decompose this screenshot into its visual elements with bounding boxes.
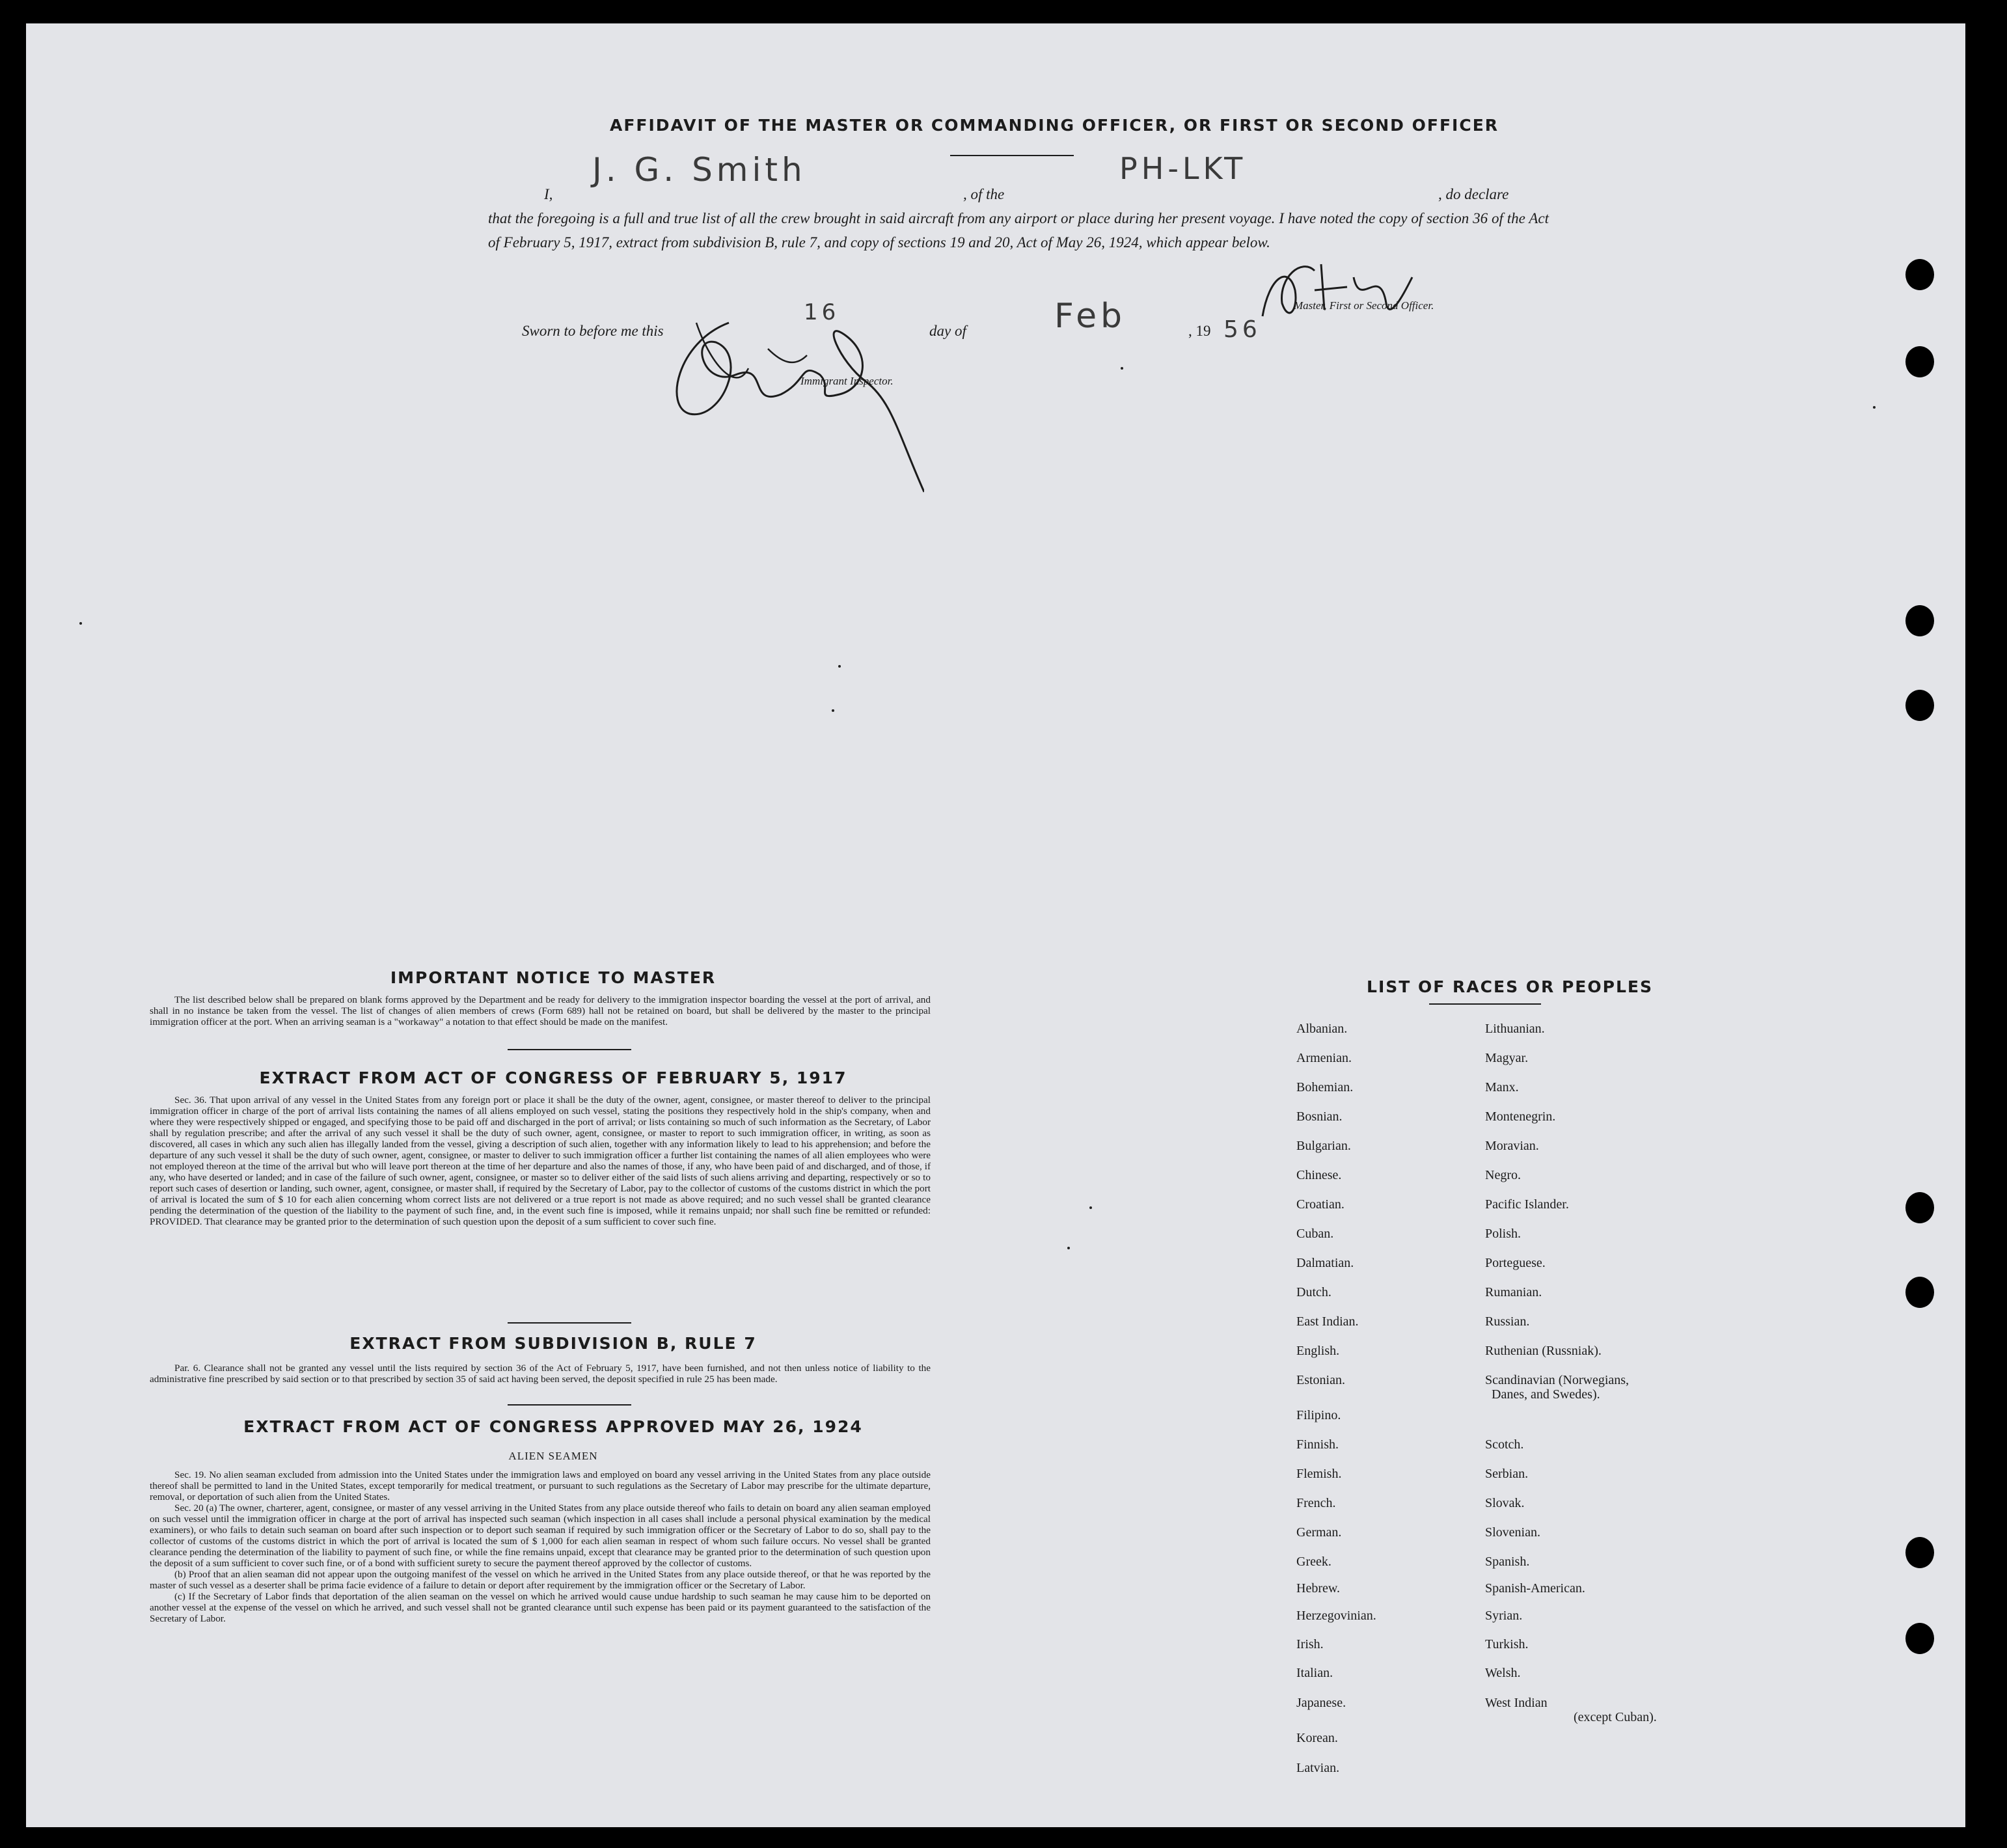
race-item: Bulgarian. <box>1296 1139 1351 1153</box>
sworn-text: Sworn to before me this <box>522 323 664 339</box>
extract1917-title: EXTRACT FROM ACT OF CONGRESS OF FEBRUARY 5, 1917 <box>259 1068 847 1087</box>
race-item: Albanian. <box>1296 1022 1348 1036</box>
races-title: LIST OF RACES OR PEOPLES <box>1367 977 1653 996</box>
affidavit-declaration: that the foregoing is a full and true list of all the crew brought in said aircraft from any airport or place during her present voyage. I have noted the copy of section 36 of the Act of February 5, 1917, extract from subdivision B, rule 7, and copy of sections 19 and 20, Act of May 26, 1924, which appear below. <box>488 210 1549 251</box>
officer-caption: Master, First or Second Officer. <box>1294 299 1434 312</box>
day-of-text: day of <box>929 323 966 339</box>
punch-hole <box>1905 346 1934 377</box>
race-item: Russian. <box>1485 1314 1530 1329</box>
handwritten-name: J. G. Smith <box>592 151 806 189</box>
race-item: Negro. <box>1485 1168 1521 1182</box>
punch-hole <box>1905 259 1934 290</box>
punch-hole <box>1905 605 1934 636</box>
race-item: Montenegrin. <box>1485 1109 1556 1124</box>
race-item: Dalmatian. <box>1296 1256 1354 1270</box>
race-item: French. <box>1296 1496 1336 1510</box>
extract1917-text <box>150 1094 931 1227</box>
race-item: English. <box>1296 1344 1340 1358</box>
par6-paragraph: Par. 6. Clearance shall not be granted any vessel until the lists required by section 36 of the Act of February 5, 1917, have been furnished, and not then unless notice of liability to the administrative fine prescribed by said section or to that prescribed by section 35 of said act having been served, the deposit specified in rule 25 has been made. <box>150 1363 931 1385</box>
notice-title: IMPORTANT NOTICE TO MASTER <box>390 968 717 987</box>
race-item: Syrian. <box>1485 1609 1523 1623</box>
punch-hole <box>1905 1623 1934 1654</box>
do-declare-text: , do declare <box>1438 186 1509 202</box>
inspector-signature <box>651 303 924 498</box>
punch-hole <box>1905 690 1934 721</box>
speck <box>832 709 834 712</box>
handwritten-day: 16 <box>804 299 840 325</box>
year-prefix-text: , 19 <box>1188 323 1211 339</box>
race-item: Porteguese. <box>1485 1256 1546 1270</box>
race-item: Danes, and Swedes). <box>1492 1387 1600 1402</box>
race-item: Armenian. <box>1296 1051 1352 1065</box>
race-item: Spanish-American. <box>1485 1581 1585 1596</box>
affidavit-body <box>488 182 1549 254</box>
sec20b-paragraph: (b) Proof that an alien seaman did not appear upon the outgoing manifest of the vessel on which he arrived in the United States from any place outside thereof, or that he was reported by the master of such vessel as a deserter shall be prima facie evidence of a failure to detain or deport after requirement by the immigration officer or the Secretary of Labor. <box>150 1569 931 1591</box>
race-item: Greek. <box>1296 1555 1331 1569</box>
race-item: (except Cuban). <box>1574 1710 1657 1724</box>
handwritten-month: Feb <box>1054 297 1126 336</box>
rule7-title: EXTRACT FROM SUBDIVISION B, RULE 7 <box>349 1334 757 1353</box>
handwritten-vessel: PH-LKT <box>1119 151 1247 186</box>
document-sheet <box>26 23 1965 1827</box>
race-item: Scandinavian (Norwegians, <box>1485 1373 1630 1387</box>
race-item: Hebrew. <box>1296 1581 1341 1596</box>
race-item: Bosnian. <box>1296 1109 1343 1124</box>
rule7-text <box>150 1363 931 1385</box>
race-item: Estonian. <box>1296 1373 1345 1387</box>
extract1924-title: EXTRACT FROM ACT OF CONGRESS APPROVED MAY 26, 1924 <box>243 1417 863 1436</box>
race-item: Dutch. <box>1296 1285 1331 1299</box>
race-item: Flemish. <box>1296 1467 1342 1481</box>
inspector-caption: Immigrant Inspector. <box>800 375 894 387</box>
race-item: German. <box>1296 1525 1342 1540</box>
race-item: Latvian. <box>1296 1761 1340 1775</box>
race-item: Rumanian. <box>1485 1285 1542 1299</box>
race-item: Welsh. <box>1485 1666 1521 1680</box>
sec20c-paragraph: (c) If the Secretary of Labor finds that deportation of the alien seaman on the vessel on which he arrived would cause undue hardship to such seaman he may cause him to be deported on another vessel at the expense of the vessel on which he arrived, and such vessel shall not be granted clearance until such expense has been paid or its payment guaranteed to the satisfaction of the Secretary of Labor. <box>150 1591 931 1624</box>
speck <box>1089 1206 1092 1209</box>
race-item: Chinese. <box>1296 1168 1342 1182</box>
race-item: Ruthenian (Russniak). <box>1485 1344 1602 1358</box>
race-item: Magyar. <box>1485 1051 1529 1065</box>
race-item: Croatian. <box>1296 1197 1345 1212</box>
race-item: Japanese. <box>1296 1696 1346 1710</box>
race-item: East Indian. <box>1296 1314 1359 1329</box>
speck <box>79 622 82 625</box>
race-item: Pacific Islander. <box>1485 1197 1569 1212</box>
race-item: West Indian <box>1485 1696 1548 1710</box>
speck <box>838 665 841 668</box>
sec20a-paragraph: Sec. 20 (a) The owner, charterer, agent, consignee, or master of any vessel arriving in the United States from any place outside thereof who fails to detain on board any alien seaman employed on such vessel until the immigration officer in charge at the port of arrival has inspected such seaman (which inspection in all cases shall include a personal physical examination by the medical examiners), or who fails to detain such seaman on board after such inspection or to deport such seaman if required by such immigration officer or the Secretary of Labor to do so, shall pay to the collector of customs of the customs district in which the port of arrival is located the sum of $ 1,000 for each alien seaman in respect of whom such failure occurs. No vessel shall be granted clearance pending the determination of the liability to payment of such fine, or while the fine remains unpaid, except that clearance may be granted prior to the determination of such question upon the deposit of a sum sufficient to cover such fine, or of a bond with sufficient surety to secure the payment thereof approved by the collector of customs. <box>150 1502 931 1569</box>
handwritten-year: 56 <box>1223 316 1261 343</box>
of-the-text: , of the <box>963 186 1005 202</box>
race-item: Bohemian. <box>1296 1080 1354 1094</box>
alien-seamen-subtitle: ALIEN SEAMEN <box>508 1450 598 1462</box>
extract1917-rule <box>508 1322 631 1324</box>
race-item: Slovak. <box>1485 1496 1525 1510</box>
punch-hole <box>1905 1537 1934 1568</box>
race-item: Moravian. <box>1485 1139 1539 1153</box>
race-item: Turkish. <box>1485 1637 1529 1651</box>
race-item: Serbian. <box>1485 1467 1529 1481</box>
notice-text <box>150 994 931 1027</box>
notice-rule <box>508 1049 631 1050</box>
sec19-paragraph: Sec. 19. No alien seaman excluded from admission into the United States under the immigration laws and employed on board any vessel arriving in the United States from any place outside thereof shall be permitted to land in the United States, except temporarily for medical treatment, or pursuant to such regulations as the Secretary of Labor may prescribe for the ultimate departure, removal, or deportation of such alien from the United States. <box>150 1469 931 1502</box>
extract1924-text <box>150 1469 931 1624</box>
punch-hole <box>1905 1277 1934 1308</box>
race-item: Spanish. <box>1485 1555 1530 1569</box>
race-item: Herzegovinian. <box>1296 1609 1376 1623</box>
races-rule <box>1429 1003 1541 1005</box>
race-item: Korean. <box>1296 1731 1338 1745</box>
speck <box>1121 367 1123 370</box>
intro-text: I, <box>544 186 553 202</box>
officer-signature <box>1249 251 1419 329</box>
title-rule <box>950 155 1074 156</box>
speck <box>1067 1247 1070 1249</box>
race-item: Irish. <box>1296 1637 1324 1651</box>
race-item: Filipino. <box>1296 1408 1341 1422</box>
race-item: Lithuanian. <box>1485 1022 1545 1036</box>
race-item: Italian. <box>1296 1666 1333 1680</box>
notice-paragraph: The list described below shall be prepared on blank forms approved by the Department and be ready for delivery to the immigration inspector boarding the vessel at the port of arrival, and shall in no instance be taken from the vessel. The list of changes of alien members of crews (Form 689) hall not be retained on board, but shall be delivered by the master to the principal immigration officer at the port. When an arriving seaman is a "workaway" a notation to that effect should be made on the manifest. <box>150 994 931 1027</box>
race-item: Scotch. <box>1485 1437 1524 1452</box>
race-item: Finnish. <box>1296 1437 1339 1452</box>
punch-hole <box>1905 1192 1934 1223</box>
race-item: Slovenian. <box>1485 1525 1540 1540</box>
race-item: Polish. <box>1485 1227 1522 1241</box>
race-item: Manx. <box>1485 1080 1519 1094</box>
sec36-paragraph: Sec. 36. That upon arrival of any vessel in the United States from any foreign port or place it shall be the duty of the owner, agent, consignee, or master thereof to deliver to the principal immigration officer in charge of the port of arrival lists containing the names of all aliens employed on such vessel, stating the positions they respectively hold in the ship's company, when and where they were respectively shipped or engaged, and specifying those to be paid off and discharged in the port of arrival; or lists containing so much of such information as the Secretary, of Labor shall by regulation prescribe; and after the arrival of any such vessel it shall be the duty of such owner, agent, consignee, or master to report to such immigration officer, in writing, as soon as discovered, all cases in which any such alien has illegally landed from the vessel, giving a description of such alien, together with any information likely to lead to his apprehension; and before the departure of any such vessel it shall be the duty of such owner, agent, consignee, or master to deliver to such immigration officer a further list containing the names of all alien employees who were not employed thereon at the time of the arrival but who will leave port thereon at the time of her departure and also the names of those, if any, who have been paid of and discharged, and of those, if any, who have deserted or landed; and in case of the failure of such owner, agent, consignee, or master so to deliver either of the said lists of such aliens arriving and departing, respectively or so to report such cases of desertion or landing, such owner, agent, consignee, or master shall, if required by the Secretary of Labor, pay to the collector of customs of the customs district in which the port of arrival is located the sum of $ 10 for each alien concerning whom correct lists are not delivered or a true report is not made as above required; and no such vessel shall be granted clearance pending the determination of the question of the liability to the payment of such fine, and, in the event such fine is imposed, while it remains unpaid; nor shall such fine be remitted or refunded: PROVIDED. That clearance may be granted prior to the determination of such question upon the deposit of a sum sufficient to cover such fine. <box>150 1094 931 1227</box>
speck <box>1873 406 1876 409</box>
race-item: Cuban. <box>1296 1227 1334 1241</box>
rule7-rule <box>508 1404 631 1406</box>
affidavit-title: AFFIDAVIT OF THE MASTER OR COMMANDING OFFICER, OR FIRST OR SECOND OFFICER <box>609 116 1499 135</box>
